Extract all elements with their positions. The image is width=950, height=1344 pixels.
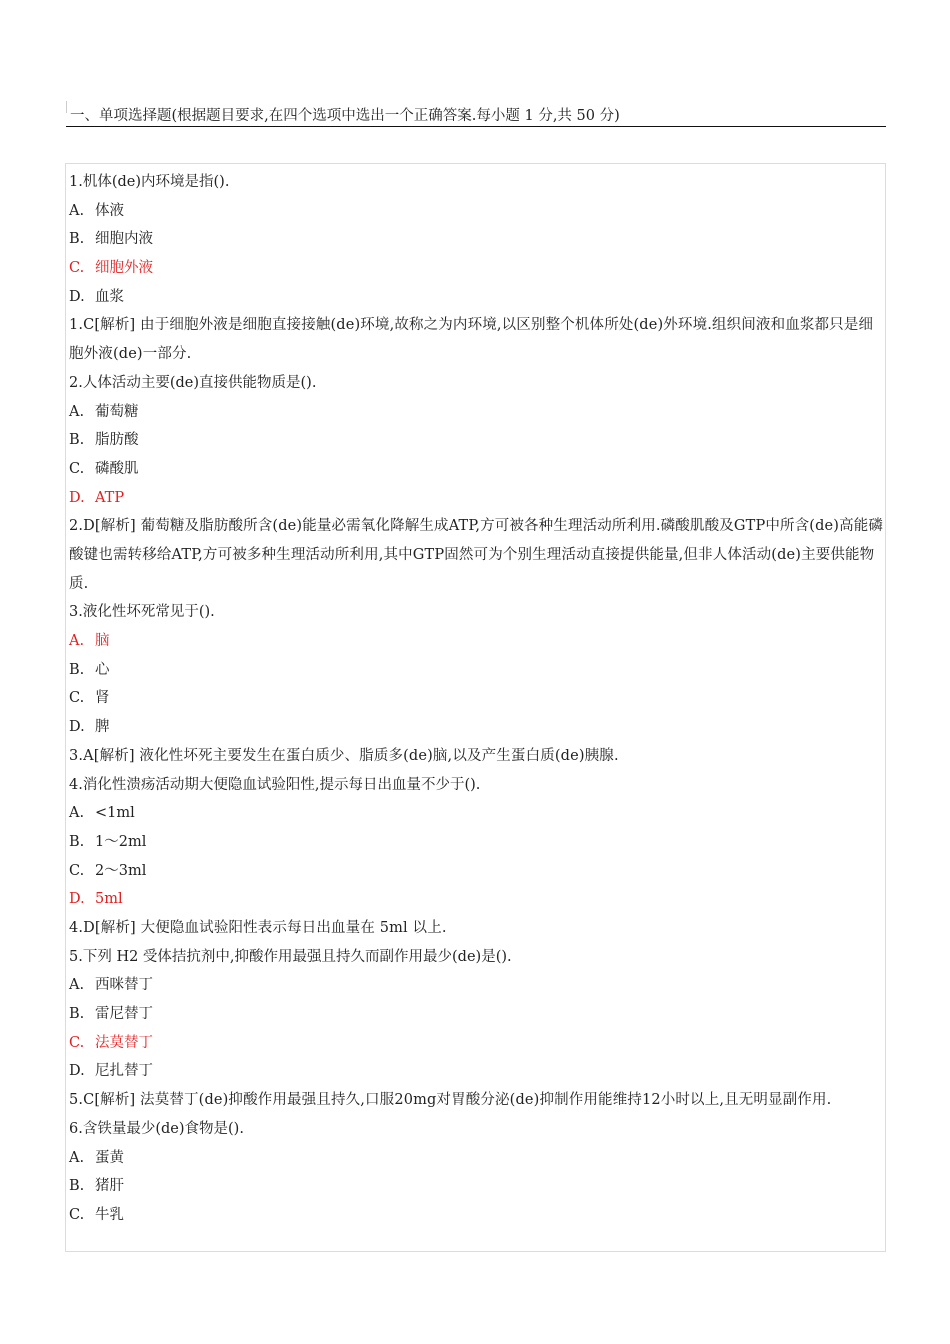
option-text: 心 bbox=[95, 661, 110, 678]
option-letter: B. bbox=[69, 833, 85, 850]
option bbox=[69, 1000, 885, 1029]
option-text: 脾 bbox=[95, 719, 110, 736]
question-stem: 5.下列 H2 受体拮抗剂中,抑酸作用最强且持久而副作用最少(de)是(). bbox=[69, 948, 512, 965]
option bbox=[69, 828, 885, 857]
option-text: 蛋黄 bbox=[95, 1149, 124, 1166]
option-text: 脑 bbox=[95, 633, 110, 650]
option-text: ATP bbox=[95, 489, 125, 506]
option-text: 西咪替丁 bbox=[95, 977, 153, 994]
option-text: 磷酸肌 bbox=[95, 460, 139, 477]
option bbox=[69, 799, 885, 828]
option-letter: B. bbox=[69, 1178, 85, 1195]
question-stem: 2.人体活动主要(de)直接供能物质是(). bbox=[69, 374, 317, 391]
question-list bbox=[65, 163, 886, 1252]
option bbox=[69, 1144, 885, 1173]
option-text: 雷尼替丁 bbox=[95, 1006, 153, 1023]
option bbox=[69, 713, 885, 742]
option-letter: A. bbox=[69, 403, 85, 420]
option bbox=[69, 398, 885, 427]
option-text: 猪肝 bbox=[95, 1178, 124, 1195]
option-text: 1～2ml bbox=[95, 833, 147, 850]
option bbox=[69, 426, 885, 455]
option-letter: D. bbox=[69, 489, 85, 506]
option-text: <1ml bbox=[95, 805, 135, 822]
option bbox=[69, 455, 885, 484]
option-text: 细胞内液 bbox=[95, 231, 153, 248]
option-letter: C. bbox=[69, 1206, 85, 1223]
correct-option bbox=[69, 484, 885, 513]
question-stem: 1.机体(de)内环境是指(). bbox=[69, 174, 230, 190]
question-stem: 3.液化性坏死常见于(). bbox=[69, 604, 215, 621]
option-letter: C. bbox=[69, 460, 85, 477]
option-text: 5ml bbox=[95, 891, 123, 908]
option bbox=[69, 283, 885, 312]
option-letter: A. bbox=[69, 977, 85, 994]
option-letter: D. bbox=[69, 891, 85, 908]
answer-explanation: 5.C[解析] 法莫替丁(de)抑酸作用最强且持久,口服20mg对胃酸分泌(de)抑制作用能维持12小时以上,且无明显副作用. bbox=[69, 1092, 832, 1109]
option-letter: D. bbox=[69, 288, 85, 305]
option-text: 牛乳 bbox=[95, 1206, 124, 1223]
option-text: 血浆 bbox=[95, 288, 124, 305]
option bbox=[69, 1172, 885, 1201]
option-letter: C. bbox=[69, 862, 85, 879]
answer-explanation: 4.D[解析] 大便隐血试验阳性表示每日出血量在 5ml 以上. bbox=[69, 919, 447, 936]
option bbox=[69, 1057, 885, 1086]
option bbox=[69, 656, 885, 685]
option-letter: A. bbox=[69, 805, 85, 822]
option bbox=[69, 1201, 885, 1230]
option-text: 法莫替丁 bbox=[95, 1034, 153, 1051]
option-letter: B. bbox=[69, 432, 85, 449]
option bbox=[69, 971, 885, 1000]
option-letter: A. bbox=[69, 202, 85, 219]
option-text: 尼扎替丁 bbox=[95, 1063, 153, 1080]
section-title: 一、单项选择题(根据题目要求,在四个选项中选出一个正确答案.每小题 1 分,共 50 分) bbox=[66, 101, 886, 127]
option-text: 2～3ml bbox=[95, 862, 147, 879]
correct-option bbox=[69, 627, 885, 656]
option-letter: A. bbox=[69, 1149, 85, 1166]
answer-explanation: 2.D[解析] 葡萄糖及脂肪酸所含(de)能量必需氧化降解生成ATP,方可被各种生理活动所利用.磷酸肌酸及GTP中所含(de)高能磷酸键也需转移给ATP,方可被多种生理活动所利用,其中GTP固然可为个别生理活动直接提供能量,但非人体活动(de)主要供能物质. bbox=[69, 518, 884, 592]
option-text: 脂肪酸 bbox=[95, 432, 139, 449]
correct-option bbox=[69, 1029, 885, 1058]
question-stem: 6.含铁量最少(de)食物是(). bbox=[69, 1120, 244, 1137]
option-letter: B. bbox=[69, 231, 85, 248]
answer-explanation: 3.A[解析] 液化性坏死主要发生在蛋白质少、脂质多(de)脑,以及产生蛋白质(de)胰腺. bbox=[69, 747, 619, 764]
option-letter: C. bbox=[69, 260, 85, 277]
option-letter: C. bbox=[69, 1034, 85, 1051]
option-letter: A. bbox=[69, 633, 85, 650]
option-text: 体液 bbox=[95, 202, 124, 219]
question-stem: 4.消化性溃疡活动期大便隐血试验阳性,提示每日出血量不少于(). bbox=[69, 776, 481, 793]
option-letter: B. bbox=[69, 1006, 85, 1023]
correct-option bbox=[69, 254, 885, 283]
option bbox=[69, 197, 885, 226]
correct-option bbox=[69, 885, 885, 914]
option-letter: B. bbox=[69, 661, 85, 678]
option-letter: D. bbox=[69, 719, 85, 736]
option-letter: C. bbox=[69, 690, 85, 707]
option-text: 葡萄糖 bbox=[95, 403, 139, 420]
option bbox=[69, 225, 885, 254]
option bbox=[69, 857, 885, 886]
option-text: 细胞外液 bbox=[95, 260, 153, 277]
option-text: 肾 bbox=[95, 690, 110, 707]
option-letter: D. bbox=[69, 1063, 85, 1080]
option bbox=[69, 684, 885, 713]
answer-explanation: 1.C[解析] 由于细胞外液是细胞直接接触(de)环境,故称之为内环境,以区别整个机体所处(de)外环境.组织间液和血浆都只是细胞外液(de)一部分. bbox=[69, 317, 874, 363]
